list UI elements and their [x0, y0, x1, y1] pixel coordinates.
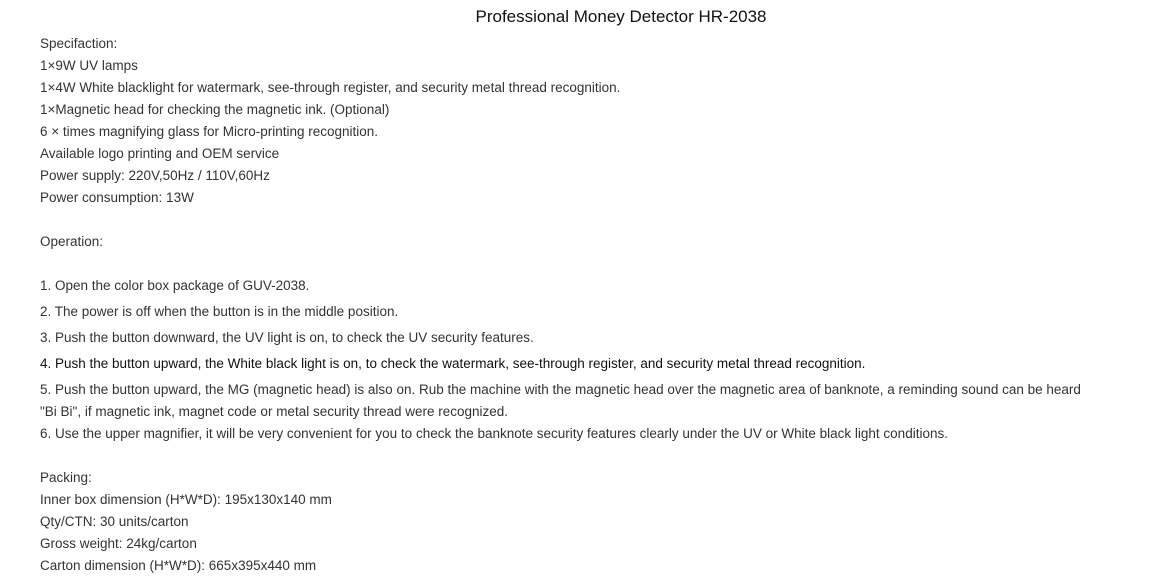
spec-item: 6 × times magnifying glass for Micro-printing recognition.	[40, 124, 379, 139]
packing-item: Inner box dimension (H*W*D): 195x130x140 mm	[40, 492, 332, 507]
packing-item: Gross weight: 24kg/carton	[40, 536, 197, 551]
spec-item: Available logo printing and OEM service	[40, 146, 280, 161]
specification-heading: Specifaction:	[40, 36, 118, 51]
packing-heading: Packing:	[40, 470, 92, 485]
packing-item: Qty/CTN: 30 units/carton	[40, 514, 189, 529]
spec-item: Power supply: 220V,50Hz / 110V,60Hz	[40, 168, 270, 183]
operation-step: 5. Push the button upward, the MG (magnetic head) is also on. Rub the machine with the magnetic head over the magnetic area of banknote, a reminding sound can be heard	[40, 382, 1081, 397]
operation-step: 2. The power is off when the button is in the middle position.	[40, 304, 399, 319]
operation-step: 4. Push the button upward, the White black light is on, to check the watermark, see-through register, and security metal thread recognition.	[40, 356, 866, 371]
document-body	[40, 33, 1155, 577]
operation-step-continuation: "Bi Bi", if magnetic ink, magnet code or metal security thread were recognized.	[40, 404, 509, 419]
spacer	[40, 445, 1155, 467]
spec-item: Power consumption: 13W	[40, 190, 194, 205]
spacer	[40, 209, 1155, 231]
operation-step: 1. Open the color box package of GUV-2038.	[40, 278, 310, 293]
spec-item: 1×4W White blacklight for watermark, see-through register, and security metal thread recognition.	[40, 80, 621, 95]
spec-item: 1×Magnetic head for checking the magnetic ink. (Optional)	[40, 102, 390, 117]
operation-heading: Operation:	[40, 234, 104, 249]
operation-step: 6. Use the upper magnifier, it will be very convenient for you to check the banknote security features clearly under the UV or White black light conditions.	[40, 426, 948, 441]
spec-item: 1×9W UV lamps	[40, 58, 138, 73]
spacer	[40, 253, 1155, 275]
page-title: Professional Money Detector HR-2038	[475, 7, 767, 26]
operation-step: 3. Push the button downward, the UV light is on, to check the UV security features.	[40, 330, 534, 345]
packing-item: Carton dimension (H*W*D): 665x395x440 mm	[40, 558, 317, 573]
